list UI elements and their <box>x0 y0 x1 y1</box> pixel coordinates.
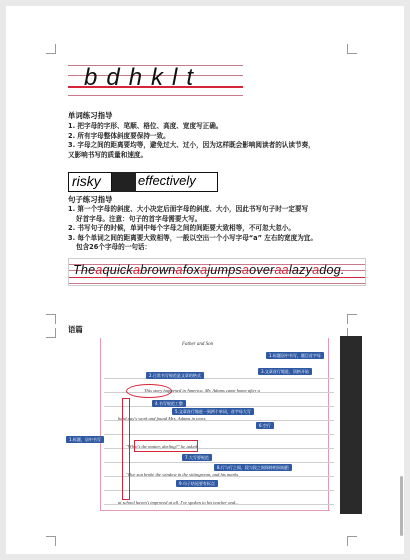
sentence-word: quick <box>102 263 133 277</box>
essay-callout: 6.空行 <box>256 422 274 429</box>
sentence-word: over <box>249 263 275 277</box>
section-heading-words: 单词练习指导 <box>68 111 113 120</box>
essay-callout-left: 1.标题，居中书写 <box>66 436 104 443</box>
section-sentences-guidelines <box>68 205 368 253</box>
essay-margin-rule <box>100 338 101 510</box>
spacing-letter-a: a <box>241 263 250 277</box>
guideline-item: 3. 每个单词之间的距离要大致相等，一般以空出一个小写字母“a” 左右的宽度为宜。 <box>68 233 317 242</box>
essay-line: hard day's work and found Mrs. Adams in tears. <box>118 416 207 421</box>
guideline-item: 2. 书写句子的时候，单词中每个字母之间的间距要大致相等，不可忽大忽小。 <box>68 224 295 233</box>
essay-callout: 3.文章首行缩进，顶格开始 <box>258 368 312 375</box>
spacing-letter-a: a <box>175 263 183 277</box>
corner-mark <box>46 328 56 338</box>
corner-mark <box>46 44 56 54</box>
corner-mark <box>46 314 56 324</box>
corner-mark <box>347 536 357 546</box>
annotation-box <box>122 398 130 500</box>
sentence-word: lazy <box>288 263 313 277</box>
word-gap-mark <box>112 172 136 192</box>
letters-sample-text: bdhklt <box>84 64 203 91</box>
sentence-word: fox <box>182 263 201 277</box>
essay-margin-rule <box>100 510 330 511</box>
essay-callout: 8.行与行之间，段与段之间保持相同间距 <box>214 464 292 471</box>
annotation-box <box>134 440 198 452</box>
essay-callout: 4.书写规范工整 <box>152 400 186 407</box>
essay-callout: 5.文章首行缩进一到两个单词，首字母大写 <box>172 408 254 415</box>
spacing-letter-a: a <box>95 263 103 277</box>
essay-callout: 1.标题居中书写，题目首字母 <box>266 352 324 359</box>
essay-sample-figure <box>64 336 362 514</box>
guideline-item: 1. 第一个字母的斜度、大小决定后面字母的斜度、大小，因此书写句子时一定要写 <box>68 205 309 213</box>
essay-line: "Our son broke the window in the sittingroom, and his marks <box>126 472 239 477</box>
corner-mark <box>347 314 357 324</box>
essay-line: "What's the matter, darling?" he asked. <box>126 444 199 449</box>
sentence-word: brown <box>140 263 176 277</box>
word-sample-left: risky <box>68 172 112 192</box>
sentence-sample <box>68 258 366 286</box>
section-heading-sentences: 句子练习指导 <box>68 195 113 204</box>
essay-line: at school haven't improved at all. I've spoken to his teacher and... <box>118 500 239 505</box>
essay-title: Father and Son <box>182 342 214 347</box>
sentence-word: dog. <box>319 263 345 277</box>
word-spacing-sample <box>68 172 208 192</box>
corner-mark <box>46 536 56 546</box>
corner-mark <box>347 44 357 54</box>
guideline-item: 好首字母。注意：句子的首字母需要大写。 <box>76 214 202 223</box>
spacing-letter-a: a <box>281 263 289 277</box>
guideline-item: 2. 所有字母整体斜度要保持一致。 <box>68 131 170 140</box>
scrollbar-thumb[interactable] <box>400 476 403 536</box>
essay-margin-rule <box>328 338 329 510</box>
sentence-sample-text <box>73 263 345 277</box>
word-sample-right: effectively <box>136 172 218 192</box>
spacing-letter-a: a <box>312 263 320 277</box>
letters-sample <box>68 61 243 97</box>
essay-line: This story happened in America. Mr. Adams came home after a <box>144 388 260 393</box>
sentence-word: The <box>73 263 96 277</box>
guideline-item: 包含26个字母的一句话： <box>76 243 152 252</box>
spacing-letter-a: a <box>132 263 141 277</box>
document-page <box>6 6 404 554</box>
annotation-circle <box>126 384 172 398</box>
sentence-word: jumps <box>207 263 242 277</box>
essay-callout: 2.日常书写规范是文章的格式 <box>146 372 204 379</box>
section-words-guidelines <box>68 122 368 160</box>
section-heading-essay: 语篇 <box>68 325 83 334</box>
essay-callout: 7.大写要规范 <box>182 454 212 461</box>
essay-callout: 9.句子结尾要有标点 <box>176 480 218 487</box>
guideline-item: 1. 把字母的字形、笔顺、格位、高度、宽度写正确。 <box>68 122 223 130</box>
guideline-item: 3. 字母之间的距离要均等，避免过大、过小，因为这样既会影响阅读者的认读节奏， <box>68 141 315 150</box>
spacing-letter-a: a <box>200 263 208 277</box>
essay-photo-edge <box>340 336 362 514</box>
spacing-letter-a: a <box>274 263 282 277</box>
guideline-item: 又影响书写的质量和速度。 <box>68 150 148 159</box>
